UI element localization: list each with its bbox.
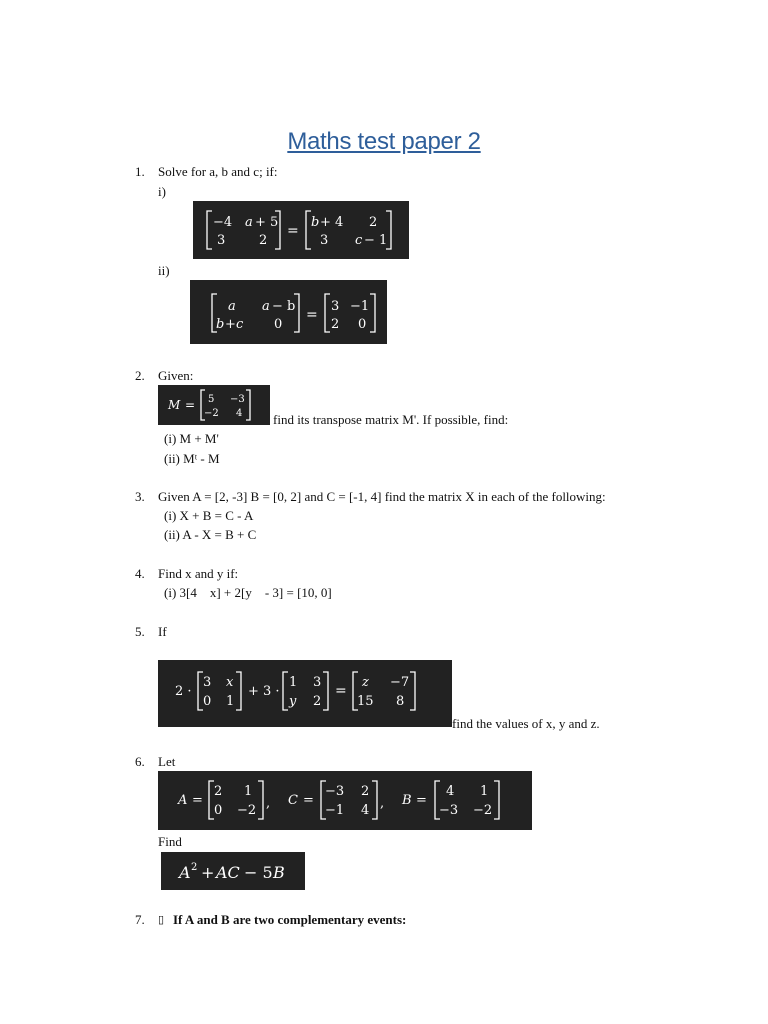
svg-text:4: 4 — [236, 408, 243, 419]
svg-text:−1: −1 — [350, 299, 370, 314]
question-4-number: 4. — [135, 566, 145, 581]
question-5-after-text: find the values of x, y and z. — [452, 716, 600, 731]
svg-text:0: 0 — [203, 694, 212, 709]
question-5-text: If — [158, 624, 167, 639]
svg-text:=: = — [185, 398, 196, 412]
svg-text:B: B — [402, 793, 412, 808]
question-2-matrix — [158, 385, 270, 425]
question-2-text: Given: — [158, 368, 194, 383]
svg-text:b: b — [311, 215, 320, 230]
svg-text:,: , — [380, 796, 385, 811]
svg-text:4: 4 — [446, 784, 455, 799]
svg-text:AC: AC — [216, 863, 240, 882]
question-2-part-ii: (ii) Mᵗ - M — [164, 451, 220, 466]
question-3-text: Given A = [2, -3] B = [0, 2] and C = [-1, 4] find the matrix X in each of the following: — [158, 489, 606, 504]
svg-text:c: c — [355, 233, 363, 248]
svg-text:1: 1 — [226, 694, 235, 709]
svg-text:0: 0 — [214, 803, 223, 818]
svg-text:0: 0 — [274, 317, 283, 332]
question-4-text: Find x and y if: — [158, 566, 239, 581]
svg-text:1: 1 — [480, 784, 489, 799]
question-6-text: Let — [158, 754, 176, 769]
svg-text:+ 4: + 4 — [320, 215, 344, 230]
svg-text:+ 3 ·: + 3 · — [248, 684, 280, 699]
question-7-number: 7. — [135, 912, 145, 927]
question-2-number: 2. — [135, 368, 145, 383]
question-3-part-i: (i) X + B = C - A — [164, 508, 254, 523]
svg-text:=: = — [416, 793, 427, 808]
question-6-matrices — [158, 771, 532, 830]
question-1-part-ii: ii) — [158, 263, 170, 278]
svg-text:2: 2 — [369, 215, 378, 230]
svg-text:=: = — [192, 793, 203, 808]
svg-text:−2: −2 — [204, 408, 219, 419]
svg-text:3: 3 — [217, 233, 226, 248]
svg-text:0: 0 — [358, 317, 367, 332]
svg-text:A: A — [179, 863, 191, 882]
svg-text:1: 1 — [289, 675, 298, 690]
svg-text:,: , — [266, 796, 271, 811]
question-6-find-label: Find — [158, 834, 182, 849]
question-1-part-i: i) — [158, 184, 166, 199]
svg-text:2: 2 — [313, 694, 322, 709]
svg-text:−3: −3 — [230, 394, 245, 405]
question-1-number: 1. — [135, 164, 145, 179]
svg-text:5: 5 — [208, 394, 215, 405]
svg-text:−4: −4 — [213, 215, 233, 230]
question-7-glyph: ▯ — [158, 914, 165, 926]
svg-text:b: b — [216, 317, 225, 332]
svg-text:15: 15 — [357, 694, 374, 709]
question-1-equation-i — [193, 201, 409, 259]
page-title: Maths test paper 2 — [287, 128, 481, 155]
svg-text:2: 2 — [259, 233, 268, 248]
svg-text:−2: −2 — [237, 803, 257, 818]
svg-text:− 1: − 1 — [364, 233, 388, 248]
svg-text:M: M — [168, 398, 181, 412]
svg-text:−2: −2 — [473, 803, 493, 818]
svg-text:+: + — [225, 317, 236, 332]
svg-text:a: a — [245, 215, 253, 230]
svg-text:−3: −3 — [439, 803, 459, 818]
question-3-part-ii: (ii) A - X = B + C — [164, 527, 257, 542]
question-5-equation — [158, 660, 452, 727]
svg-text:=: = — [335, 683, 347, 699]
svg-text:a: a — [228, 299, 236, 314]
svg-text:1: 1 — [244, 784, 253, 799]
svg-text:y: y — [289, 694, 297, 709]
svg-text:=: = — [303, 793, 314, 808]
svg-text:=: = — [306, 307, 318, 323]
svg-text:+ 5: + 5 — [255, 215, 279, 230]
svg-text:C: C — [288, 793, 298, 808]
svg-text:a: a — [262, 299, 270, 314]
svg-text:−1: −1 — [325, 803, 345, 818]
svg-text:z: z — [362, 675, 369, 690]
question-1-text: Solve for a, b and c; if: — [158, 164, 278, 179]
svg-text:8: 8 — [396, 694, 405, 709]
svg-text:2: 2 — [361, 784, 370, 799]
svg-text:=: = — [287, 223, 299, 239]
svg-text:− b: − b — [272, 299, 296, 314]
svg-text:3: 3 — [320, 233, 329, 248]
question-2-after-text: find its transpose matrix M'. If possible, find: — [273, 412, 509, 427]
svg-text:B: B — [273, 863, 285, 882]
svg-text:4: 4 — [361, 803, 370, 818]
svg-text:3: 3 — [331, 299, 340, 314]
question-6-number: 6. — [135, 754, 145, 769]
svg-text:2: 2 — [331, 317, 340, 332]
svg-text:+: + — [201, 863, 215, 882]
svg-text:2: 2 — [191, 862, 198, 873]
question-1-equation-ii — [190, 280, 387, 344]
question-2-part-i: (i) M + M' — [164, 431, 219, 446]
question-6-expression — [161, 852, 305, 890]
svg-text:x: x — [226, 675, 234, 690]
svg-text:A: A — [178, 793, 188, 808]
question-7-text: If A and B are two complementary events: — [173, 912, 407, 927]
question-5-number: 5. — [135, 624, 145, 639]
question-3-number: 3. — [135, 489, 145, 504]
svg-text:−7: −7 — [390, 675, 410, 690]
svg-text:−3: −3 — [325, 784, 345, 799]
svg-text:− 5: − 5 — [244, 863, 273, 882]
svg-text:3: 3 — [203, 675, 212, 690]
svg-text:2 ·: 2 · — [175, 684, 192, 699]
question-4-part-i: (i) 3[4 x] + 2[y - 3] = [10, 0] — [164, 585, 332, 600]
svg-text:3: 3 — [313, 675, 322, 690]
svg-text:2: 2 — [214, 784, 223, 799]
svg-text:c: c — [236, 317, 244, 332]
